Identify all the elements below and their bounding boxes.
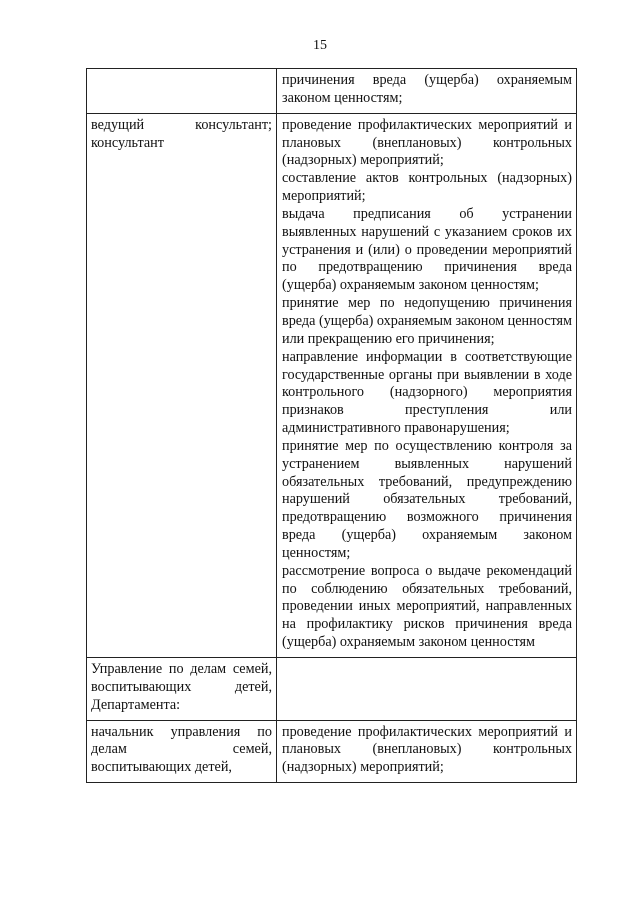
page-number: 15 — [313, 38, 327, 53]
functions-cell — [277, 69, 577, 114]
functions-cell-empty — [277, 658, 577, 721]
table-row — [87, 658, 577, 721]
table-row — [87, 720, 577, 783]
table-row — [87, 69, 577, 114]
function-item: рассмотрение вопроса о выдаче рекомендаций по соблюдению обязательных требований, проведении иных мероприятий, направленных на профилактику рисков причинения вреда (ущерба) охраняемым законом ценностям — [282, 562, 572, 651]
function-item: направление информации в соответствующие государственные органы при выявлении в ходе контрольного (надзорного) мероприятия признаков преступления или административного правонарушения; — [282, 348, 572, 437]
function-item: проведение профилактических мероприятий и плановых (внеплановых) контрольных (надзорных) мероприятий; — [282, 116, 572, 169]
position-cell: ведущий консультант; консультант — [87, 113, 277, 657]
position-cell: начальник управления по делам семей, воспитывающих детей, — [87, 720, 277, 783]
function-item: проведение профилактических мероприятий и плановых (внеплановых) контрольных (надзорных) мероприятий; — [282, 723, 572, 776]
functions-cell — [277, 720, 577, 783]
functions-table — [86, 68, 577, 783]
department-cell: Управление по делам семей, воспитывающих детей, Департамента: — [87, 658, 277, 721]
function-item: причинения вреда (ущерба) охраняемым законом ценностям; — [282, 72, 572, 106]
table-row — [87, 113, 577, 657]
position-cell — [87, 69, 277, 114]
functions-cell — [277, 113, 577, 657]
function-item: принятие мер по недопущению причинения вреда (ущерба) охраняемым законом ценностям или прекращению его причинения; — [282, 295, 573, 347]
function-item: составление актов контрольных (надзорных) мероприятий; — [282, 170, 572, 205]
function-item: выдача предписания об устранении выявленных нарушений с указанием сроков их устранения и (или) о проведении мероприятий по предотвращению причинения вреда (ущерба) охраняемым законом ценностям; — [282, 205, 572, 294]
function-item: принятие мер по осуществлению контроля за устранением выявленных нарушений обязательных требований, предупреждению нарушений обязательных требований, предотвращению возможного причинения вреда (ущерба) охраняемым законом ценностям; — [282, 437, 572, 561]
